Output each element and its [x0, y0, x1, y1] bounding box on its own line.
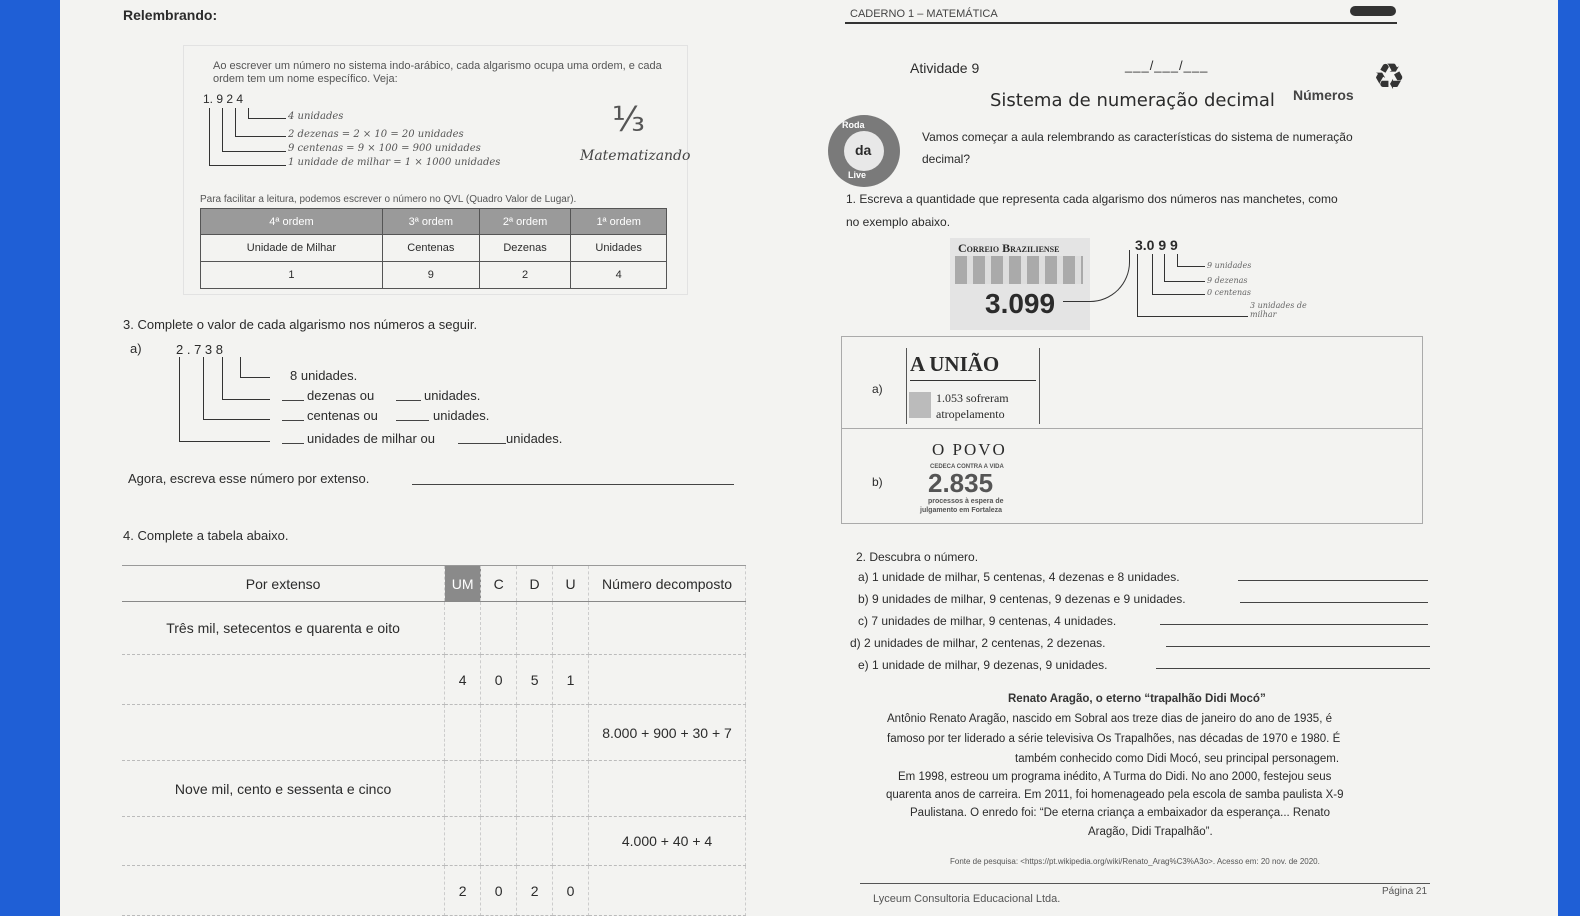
q2-item-d: d) 2 unidades de milhar, 2 centenas, 2 dezenas.: [850, 636, 1106, 650]
headline-a-text2: atropelamento: [936, 407, 1005, 421]
bracket-line: [209, 165, 286, 166]
ex4-cell[interactable]: [553, 602, 589, 655]
intro-text-1: Ao escrever um número no sistema indo-arábico, cada algarismo ocupa uma ordem, e cada: [213, 60, 662, 72]
headline-b-text2: julgamento em Fortaleza: [920, 507, 1003, 514]
ex3-line4a: unidades de milhar ou: [307, 431, 435, 446]
ex4-cell[interactable]: [122, 705, 445, 761]
headlines-divider: [841, 428, 1423, 429]
ex4-cell: 2: [445, 866, 481, 916]
intro-item-1: 4 unidades: [288, 111, 344, 122]
headline-a-paper-name: A UNIÃO: [910, 352, 1000, 376]
numeros-label: Números: [1293, 87, 1354, 103]
table-row: [122, 602, 746, 655]
renato-line-3: também conhecido como Didi Mocó, seu principal personagem.: [1015, 753, 1340, 765]
ex4-cell: 0: [481, 866, 517, 916]
intro-item-2: 2 dezenas = 2 × 10 = 20 unidades: [288, 129, 464, 140]
ex4-cell[interactable]: [553, 705, 589, 761]
headline-a-label: a): [872, 382, 883, 396]
qvl-value: 1: [201, 262, 383, 289]
renato-line-5: quarenta anos de carreira. Em 2011, foi homenageado pela escola de samba paulista X-9: [886, 789, 1344, 801]
q2-item-c: c) 7 unidades de milhar, 9 centenas, 4 unidades.: [858, 614, 1117, 628]
ex3-bracket: [222, 357, 223, 399]
ex4-cell[interactable]: [445, 705, 481, 761]
ex4-header: Por extenso: [122, 566, 445, 602]
q1-line2: no exemplo abaixo.: [846, 215, 951, 229]
ex4-cell: Nove mil, cento e sessenta e cinco: [122, 761, 445, 817]
example-small-number: 3.0 9 9: [1135, 237, 1178, 253]
ex4-cell[interactable]: [445, 761, 481, 817]
ex4-header: C: [481, 566, 517, 602]
ex4-cell[interactable]: [517, 705, 553, 761]
example-label: 3 unidades de milhar: [1250, 301, 1307, 319]
q2-item-e: e) 1 unidade de milhar, 9 dezenas, 9 unidades.: [858, 658, 1108, 672]
ex3-blank[interactable]: [396, 400, 421, 401]
q2-answer-d[interactable]: [1166, 646, 1430, 647]
example-bracket: [1137, 316, 1248, 317]
q2-answer-e[interactable]: [1156, 668, 1430, 669]
bracket-line: [209, 108, 210, 165]
ex4-header: Número decomposto: [589, 566, 746, 602]
ex4-title: 4. Complete a tabela abaixo.: [123, 528, 289, 543]
ex4-cell[interactable]: [445, 817, 481, 866]
intro-number: 1. 9 2 4: [203, 92, 244, 106]
ex3-line1: 8 unidades.: [290, 368, 358, 383]
table-row: [122, 817, 746, 866]
worksheet-page: [60, 0, 1558, 916]
ex3-label: a): [130, 341, 142, 356]
ex3-blank[interactable]: [396, 420, 429, 421]
ex4-cell[interactable]: [445, 602, 481, 655]
table-row: [122, 761, 746, 817]
q2-answer-b[interactable]: [1240, 602, 1428, 603]
qvl-header: Unidades: [571, 235, 667, 262]
ex3-blank[interactable]: [282, 443, 304, 444]
logo-numbers-icon: ⅓: [612, 100, 645, 140]
headline-b-paper-name: O POVO: [932, 440, 1007, 459]
example-label: 0 centenas: [1207, 288, 1251, 297]
example-bracket: [1137, 254, 1138, 316]
q2-item-a: a) 1 unidade de milhar, 5 centenas, 4 dezenas e 8 unidades.: [858, 570, 1180, 584]
qvl-header: Centenas: [382, 235, 479, 262]
headline-a-text1: 1.053 sofreram: [936, 391, 1009, 405]
headline-b-small: CEDECA CONTRA A VIDA: [930, 464, 1004, 470]
ex4-cell: 8.000 + 900 + 30 + 7: [589, 705, 746, 761]
ex3-line2a: dezenas ou: [307, 388, 375, 403]
ex3-blank[interactable]: [282, 420, 304, 421]
ex4-cell[interactable]: [517, 602, 553, 655]
table-row: [122, 705, 746, 761]
ex3-bracket: [203, 357, 204, 419]
renato-line-6: Paulistana. O enredo foi: “De eterna criança a embaixador da esperança... Renato: [910, 807, 1330, 819]
header-mark: [1350, 6, 1396, 16]
ex4-cell: 5: [517, 655, 553, 705]
renato-line-7: Aragão, Didi Trapalhão”.: [1088, 826, 1213, 838]
bracket-line: [248, 118, 286, 119]
activity-intro-2: decimal?: [922, 152, 971, 166]
ex4-table: [122, 565, 746, 916]
relembrando-title: Relembrando:: [123, 7, 218, 23]
table-row: [122, 655, 746, 705]
ex3-extenso: Agora, escreva esse número por extenso.: [128, 471, 370, 486]
q2-item-b: b) 9 unidades de milhar, 9 centenas, 9 dezenas e 9 unidades.: [858, 592, 1186, 606]
ex4-cell: 0: [553, 866, 589, 916]
renato-line-4: Em 1998, estreou um programa inédito, A Turma do Didi. No ano 2000, festejou seus: [898, 771, 1332, 783]
table-row: [122, 866, 746, 916]
qvl-value: 2: [479, 262, 571, 289]
ex3-title: 3. Complete o valor de cada algarismo nos números a seguir.: [123, 317, 478, 332]
bracket-line: [235, 136, 286, 137]
intro-item-3: 9 centenas = 9 × 100 = 900 unidades: [288, 143, 481, 154]
ex3-bracket: [203, 419, 270, 420]
example-label: 9 unidades: [1207, 261, 1252, 270]
q1-line1: 1. Escreva a quantidade que representa cada algarismo dos números nas manchetes, como: [846, 192, 1338, 206]
intro-text-2: ordem tem um nome específico. Veja:: [213, 73, 398, 85]
qvl-table: [200, 208, 667, 289]
bracket-line: [222, 151, 286, 152]
ex3-blank[interactable]: [282, 400, 304, 401]
footer-page: Página 21: [1382, 886, 1428, 897]
bracket-line: [248, 108, 249, 118]
example-bracket: [1164, 281, 1205, 282]
ex4-header-um: UM: [445, 566, 481, 602]
activity-intro-1: Vamos começar a aula relembrando as características do sistema de numeração: [922, 130, 1353, 144]
ex4-cell[interactable]: [517, 761, 553, 817]
q2-answer-a[interactable]: [1238, 580, 1428, 581]
ex4-cell[interactable]: [481, 602, 517, 655]
headline-a-rule: [910, 380, 1036, 381]
ex4-cell[interactable]: [589, 602, 746, 655]
ex4-cell[interactable]: [589, 655, 746, 705]
ex4-cell: 1: [553, 655, 589, 705]
qvl-header: Unidade de Milhar: [201, 235, 383, 262]
qvl-value: 4: [571, 262, 667, 289]
ex3-bracket: [240, 377, 270, 378]
ex4-cell[interactable]: [589, 761, 746, 817]
ex3-line3a: centenas ou: [307, 408, 378, 423]
ex3-bracket: [222, 399, 270, 400]
example-bracket: [1177, 254, 1178, 266]
header-rule: [845, 22, 1397, 24]
activity-subtitle: Sistema de numeração decimal: [990, 90, 1275, 111]
ex4-cell[interactable]: [553, 761, 589, 817]
renato-title: Renato Aragão, o eterno “trapalhão Didi Mocó”: [1008, 693, 1266, 705]
q2-answer-c[interactable]: [1160, 624, 1428, 625]
ex3-extenso-answer[interactable]: [412, 484, 734, 485]
q2-title: 2. Descubra o número.: [856, 550, 979, 564]
matematizando-logo: Matematizando: [580, 148, 691, 164]
headline-b-label: b): [872, 475, 883, 489]
renato-source: Fonte de pesquisa: <https://pt.wikipedia.org/wiki/Renato_Arag%C3%A3o>. Acesso em: 20 nov. de 2020.: [950, 857, 1320, 866]
renato-line-2: famoso por ter liderado a série televisiva Os Trapalhões, nas décadas de 1970 e 1980. É: [887, 733, 1341, 745]
activity-date[interactable]: ___/___/___: [1125, 58, 1209, 73]
headline-a-photo: [909, 392, 931, 418]
ex4-cell[interactable]: [481, 705, 517, 761]
ex4-cell: 4: [445, 655, 481, 705]
qvl-header: Dezenas: [479, 235, 571, 262]
ex4-cell[interactable]: [481, 761, 517, 817]
ex4-cell: 0: [481, 655, 517, 705]
ex3-bracket: [179, 441, 270, 442]
qvl-order-2: 2ª ordem: [479, 209, 571, 235]
example-bracket: [1152, 254, 1153, 294]
roda-logo-top: Roda: [842, 120, 865, 130]
qvl-value: 9: [382, 262, 479, 289]
renato-line-1: Antônio Renato Aragão, nascido em Sobral aos treze dias de janeiro do ano de 1935, é: [887, 713, 1332, 725]
example-arrow: [1063, 250, 1130, 302]
ex4-cell: Três mil, setecentos e quarenta e oito: [122, 602, 445, 655]
example-bracket: [1177, 266, 1205, 267]
numbers-doodle-icon: ♻: [1373, 56, 1406, 97]
ex3-blank[interactable]: [458, 443, 506, 444]
example-label: 9 dezenas: [1207, 276, 1248, 285]
qvl-order-4: 4ª ordem: [201, 209, 383, 235]
ex4-cell[interactable]: [122, 817, 445, 866]
ex3-line2b: unidades.: [424, 388, 481, 403]
activity-title: Atividade 9: [910, 60, 980, 76]
ex3-bracket: [179, 357, 180, 441]
ex4-cell[interactable]: [589, 866, 746, 916]
roda-logo-bottom: Live: [848, 170, 867, 180]
headline-b-text1: processos à espera de: [928, 498, 1004, 505]
ex4-cell: 2: [517, 866, 553, 916]
qvl-caption: Para facilitar a leitura, podemos escrever o número no QVL (Quadro Valor de Lugar).: [200, 194, 577, 205]
example-number: 3.099: [985, 288, 1056, 319]
ex4-cell[interactable]: [553, 817, 589, 866]
example-paper-name: Correio Braziliense: [958, 241, 1060, 255]
caderno-title: CADERNO 1 – MATEMÁTICA: [850, 8, 998, 20]
ex4-cell[interactable]: [122, 866, 445, 916]
intro-item-4: 1 unidade de milhar = 1 × 1000 unidades: [288, 157, 501, 168]
ex3-line3b: unidades.: [433, 408, 490, 423]
example-bracket: [1164, 254, 1165, 281]
qvl-order-1: 1ª ordem: [571, 209, 667, 235]
bracket-line: [222, 108, 223, 151]
roda-logo-text: da: [855, 142, 872, 158]
ex4-header: U: [553, 566, 589, 602]
ex4-header: D: [517, 566, 553, 602]
ex4-cell[interactable]: [122, 655, 445, 705]
example-bracket: [1152, 294, 1205, 295]
ex4-cell[interactable]: [481, 817, 517, 866]
bracket-line: [235, 108, 236, 136]
ex4-cell[interactable]: [517, 817, 553, 866]
footer-company: Lyceum Consultoria Educacional Ltda.: [873, 893, 1061, 905]
qvl-order-3: 3ª ordem: [382, 209, 479, 235]
ex3-bracket: [240, 357, 241, 377]
ex3-line4b: unidades.: [506, 431, 563, 446]
footer-rule: [860, 883, 1430, 884]
headline-b-number: 2.835: [928, 468, 994, 498]
ex4-cell: 4.000 + 40 + 4: [589, 817, 746, 866]
ex3-number: 2 . 7 3 8: [176, 342, 223, 357]
